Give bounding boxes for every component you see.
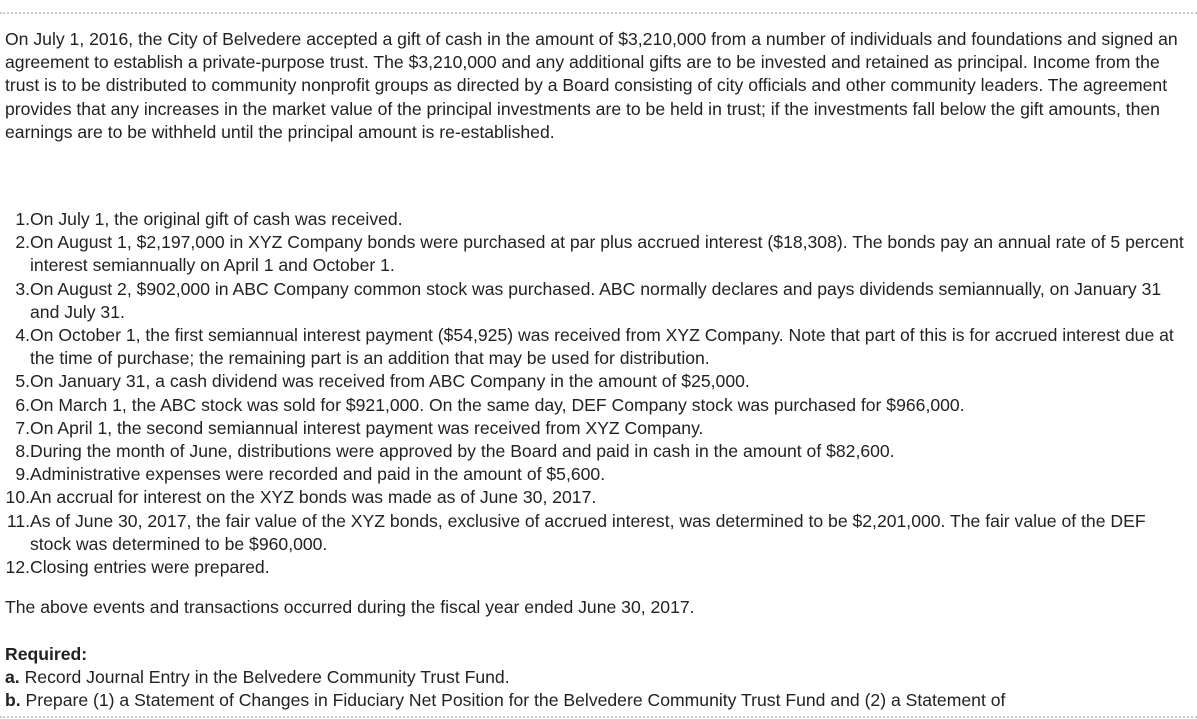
list-item <box>5 556 1190 579</box>
item-number: 9. <box>15 464 30 485</box>
item-text: On March 1, the ABC stock was sold for $921,000. On the same day, DEF Company stock was purchased for $966,000. <box>30 394 965 415</box>
intro-paragraph: On July 1, 2016, the City of Belvedere accepted a gift of cash in the amount of $3,210,000 from a number of individuals and foundations and signed an agreement to establish a private-purpose trust. The $3,210,000 and any additional gifts are to be invested and retained as principal. Income from the trust is to be distributed to community nonprofit groups as directed by a Board consisting of city officials and other community leaders. The agreement provides that any increases in the market value of the principal investments are to be held in trust; if the investments fall below the gift amounts, then earnings are to be withheld until the principal amount is re-established. <box>5 29 1178 142</box>
list-item <box>5 208 1190 231</box>
item-text: On April 1, the second semiannual interest payment was received from XYZ Company. <box>30 417 704 438</box>
item-text: On October 1, the first semiannual interest payment ($54,925) was received from XYZ Company. Note that part of this is for accrued interest due at the time of purchase; the remaining part is an addition that may be used for distribution. <box>30 325 1174 369</box>
item-text: An accrual for interest on the XYZ bonds was made as of June 30, 2017. <box>30 487 597 508</box>
item-number: 5. <box>15 371 30 392</box>
requirement-b <box>5 689 1190 712</box>
event-list <box>5 208 1190 579</box>
item-text: On July 1, the original gift of cash was received. <box>30 209 403 229</box>
list-item <box>5 440 1190 463</box>
problem-content <box>5 28 1190 711</box>
item-text: On January 31, a cash dividend was received from ABC Company in the amount of $25,000. <box>30 371 750 392</box>
item-text: As of June 30, 2017, the fair value of the XYZ bonds, exclusive of accrued interest, was determined to be $2,201,000. The fair value of the DEF stock was determined to be $960,000. <box>30 510 1146 554</box>
item-text: Closing entries were prepared. <box>30 557 270 578</box>
item-number: 7. <box>15 417 30 438</box>
list-item <box>5 510 1190 556</box>
item-text: Administrative expenses were recorded and paid in the amount of $5,600. <box>30 464 606 485</box>
required-section <box>5 643 1190 713</box>
list-item <box>5 324 1190 370</box>
item-text: On August 1, $2,197,000 in XYZ Company bonds were purchased at par plus accrued interest ($18,308). The bonds pay an annual rate of 5 percent interest semiannually on April 1 and October 1. <box>30 232 1184 276</box>
item-number: 2. <box>15 232 30 253</box>
requirement-a <box>5 666 1190 689</box>
top-divider <box>0 12 1197 14</box>
item-number: 8. <box>15 441 30 462</box>
list-item <box>5 394 1190 417</box>
item-number: 6. <box>15 394 30 415</box>
item-text: On August 2, $902,000 in ABC Company common stock was purchased. ABC normally declares and pays dividends semiannually, on January 31 and July 31. <box>30 278 1162 322</box>
item-number: 4. <box>15 325 30 346</box>
requirement-letter: b. <box>5 690 21 711</box>
list-item <box>5 463 1190 486</box>
list-item <box>5 278 1190 324</box>
item-number: 12. <box>5 557 30 578</box>
item-number: 1. <box>15 209 30 229</box>
list-item <box>5 417 1190 440</box>
item-number: 3. <box>15 278 30 299</box>
item-number: 11. <box>6 510 30 531</box>
required-heading: Required: <box>5 644 88 664</box>
item-text: During the month of June, distributions were approved by the Board and paid in cash in the amount of $82,600. <box>30 441 895 462</box>
item-number: 10. <box>5 487 30 508</box>
requirement-text: Record Journal Entry in the Belvedere Community Trust Fund. <box>24 667 510 688</box>
closing-paragraph: The above events and transactions occurred during the fiscal year ended June 30, 2017. <box>5 597 695 617</box>
list-item <box>5 370 1190 393</box>
list-item <box>5 231 1190 277</box>
requirement-text: Prepare (1) a Statement of Changes in Fiduciary Net Position for the Belvedere Community Trust Fund and (2) a Statement of <box>25 690 1006 711</box>
requirement-letter: a. <box>5 667 20 688</box>
bottom-divider <box>0 716 1197 718</box>
list-item <box>5 486 1190 509</box>
